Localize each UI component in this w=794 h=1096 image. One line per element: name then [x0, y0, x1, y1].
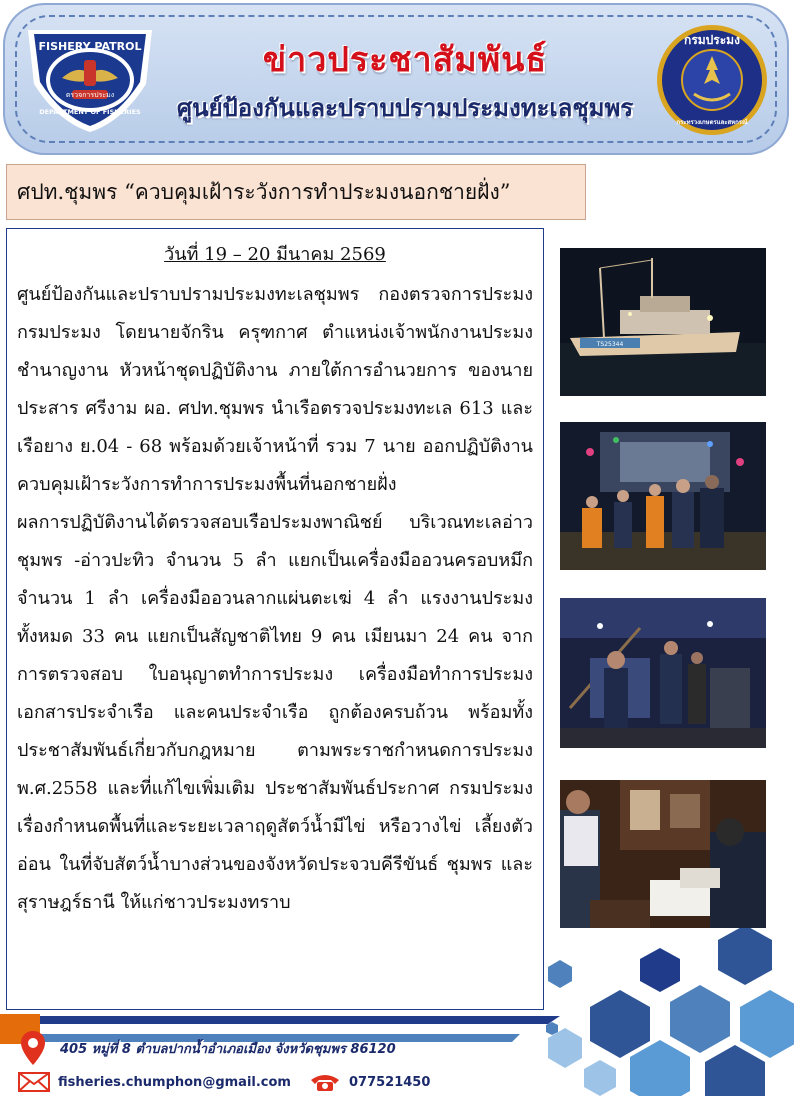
- vessel-number-text: TS25344: [596, 341, 624, 348]
- footer-email[interactable]: fisheries.chumphon@gmail.com: [58, 1074, 291, 1090]
- badge-bottom-text: DEPARTMENT OF FISHERIES: [39, 108, 141, 116]
- badge-center-text: ตรวจการประมง: [65, 91, 115, 99]
- hexagon-cluster: [546, 925, 794, 1096]
- telephone-icon: [309, 1072, 341, 1092]
- photo-document-check: [560, 780, 766, 928]
- banner-subtitle: ศูนย์ป้องกันและปราบปรามประมงทะเลชุมพร: [176, 94, 634, 122]
- photo-officers-on-deck: [560, 422, 766, 570]
- department-of-fisheries-seal-icon: [656, 24, 768, 136]
- seal-bottom-text: กระทรวงเกษตรและสหกรณ์: [676, 119, 748, 126]
- footer-phone[interactable]: 077521450: [348, 1074, 431, 1090]
- badge-top-text: FISHERY PATROL: [38, 40, 142, 53]
- fishery-patrol-badge-icon: [22, 22, 158, 134]
- article-paragraph-2: ผลการปฏิบัติงานได้ตรวจสอบเรือประมงพาณิชย์ บริเวณทะเลอ่าวชุมพร -อ่าวปะทิว จำนวน 5 ลำ แยกเป็นเครื่องมืออวนครอบหมึก จำนวน 1 ลำ เครื่องมืออวนลากแผ่นตะเฆ่ 4 ลำ แรงงานประมงทั้งหมด 33 คน แยกเป็นสัญชาติไทย 9 คน เมียนมา 24 คน จากการตรวจสอบ ใบอนุญาตทำการประมง เครื่องมือทำการประมง เอกสารประจำเรือ และคนประจำเรือ ถูกต้องครบถ้วน พร้อมทั้งประชาสัมพันธ์เกี่ยวกับกฎหมาย ตามพระราชกำหนดการประมง พ.ศ.2558 และที่แก้ไขเพิ่มเติม ประชาสัมพันธ์ประกาศ กรมประมง เรื่องกำหนดพื้นที่และระยะเวลาฤดูสัตว์น้ำมีไข่ หรือวางไข่ เลี้ยงตัวอ่อน ในที่จับสัตว์น้ำบางส่วนของจังหวัดประจวบคีรีขันธ์ ชุมพร และ สุราษฎร์ธานี ให้แก่ชาวประมงทราบ: [17, 512, 533, 913]
- banner-title: ข่าวประชาสัมพันธ์: [262, 40, 548, 80]
- footer-address-row: [20, 1030, 396, 1066]
- footer-address: 405 หมู่ที่ 8 ตำบลปากน้ำอำเภอเมือง จังหวัดชุมพร 86120: [60, 1041, 396, 1057]
- footer-contact-row: [18, 1072, 430, 1092]
- article-date: วันที่ 19 – 20 มีนาคม 2569: [164, 244, 386, 265]
- map-pin-icon: [20, 1030, 46, 1066]
- seal-top-text: กรมประมง: [684, 33, 740, 47]
- article-headline: ศปท.ชุมพร “ควบคุมเฝ้าระวังการทำประมงนอกชายฝั่ง”: [6, 164, 586, 220]
- article-paragraph-1: ศูนย์ป้องกันและปราบปรามประมงทะเลชุมพร กองตรวจการประมง กรมประมง โดยนายจักริน ครุฑกาศ ตำแหน่งเจ้าพนักงานประมงชำนาญงาน หัวหน้าชุดปฏิบัติงาน ภายใต้การอำนวยการ ของนายประสาร ศรีงาม ผอ. ศปท.ชุมพร นำเรือตรวจประมงทะเล 613 และเรือยาง ย.04 - 68 พร้อมด้วยเจ้าหน้าที่ รวม 7 นาย ออกปฏิบัติงานควบคุมเฝ้าระวังการทำการประมงพื้นที่นอกชายฝั่ง: [17, 284, 533, 495]
- article-text-box: [6, 228, 544, 1010]
- photo-inspection-on-boat: [560, 598, 766, 748]
- envelope-icon: [18, 1072, 50, 1092]
- photo-fishing-boat-at-night: [560, 248, 766, 396]
